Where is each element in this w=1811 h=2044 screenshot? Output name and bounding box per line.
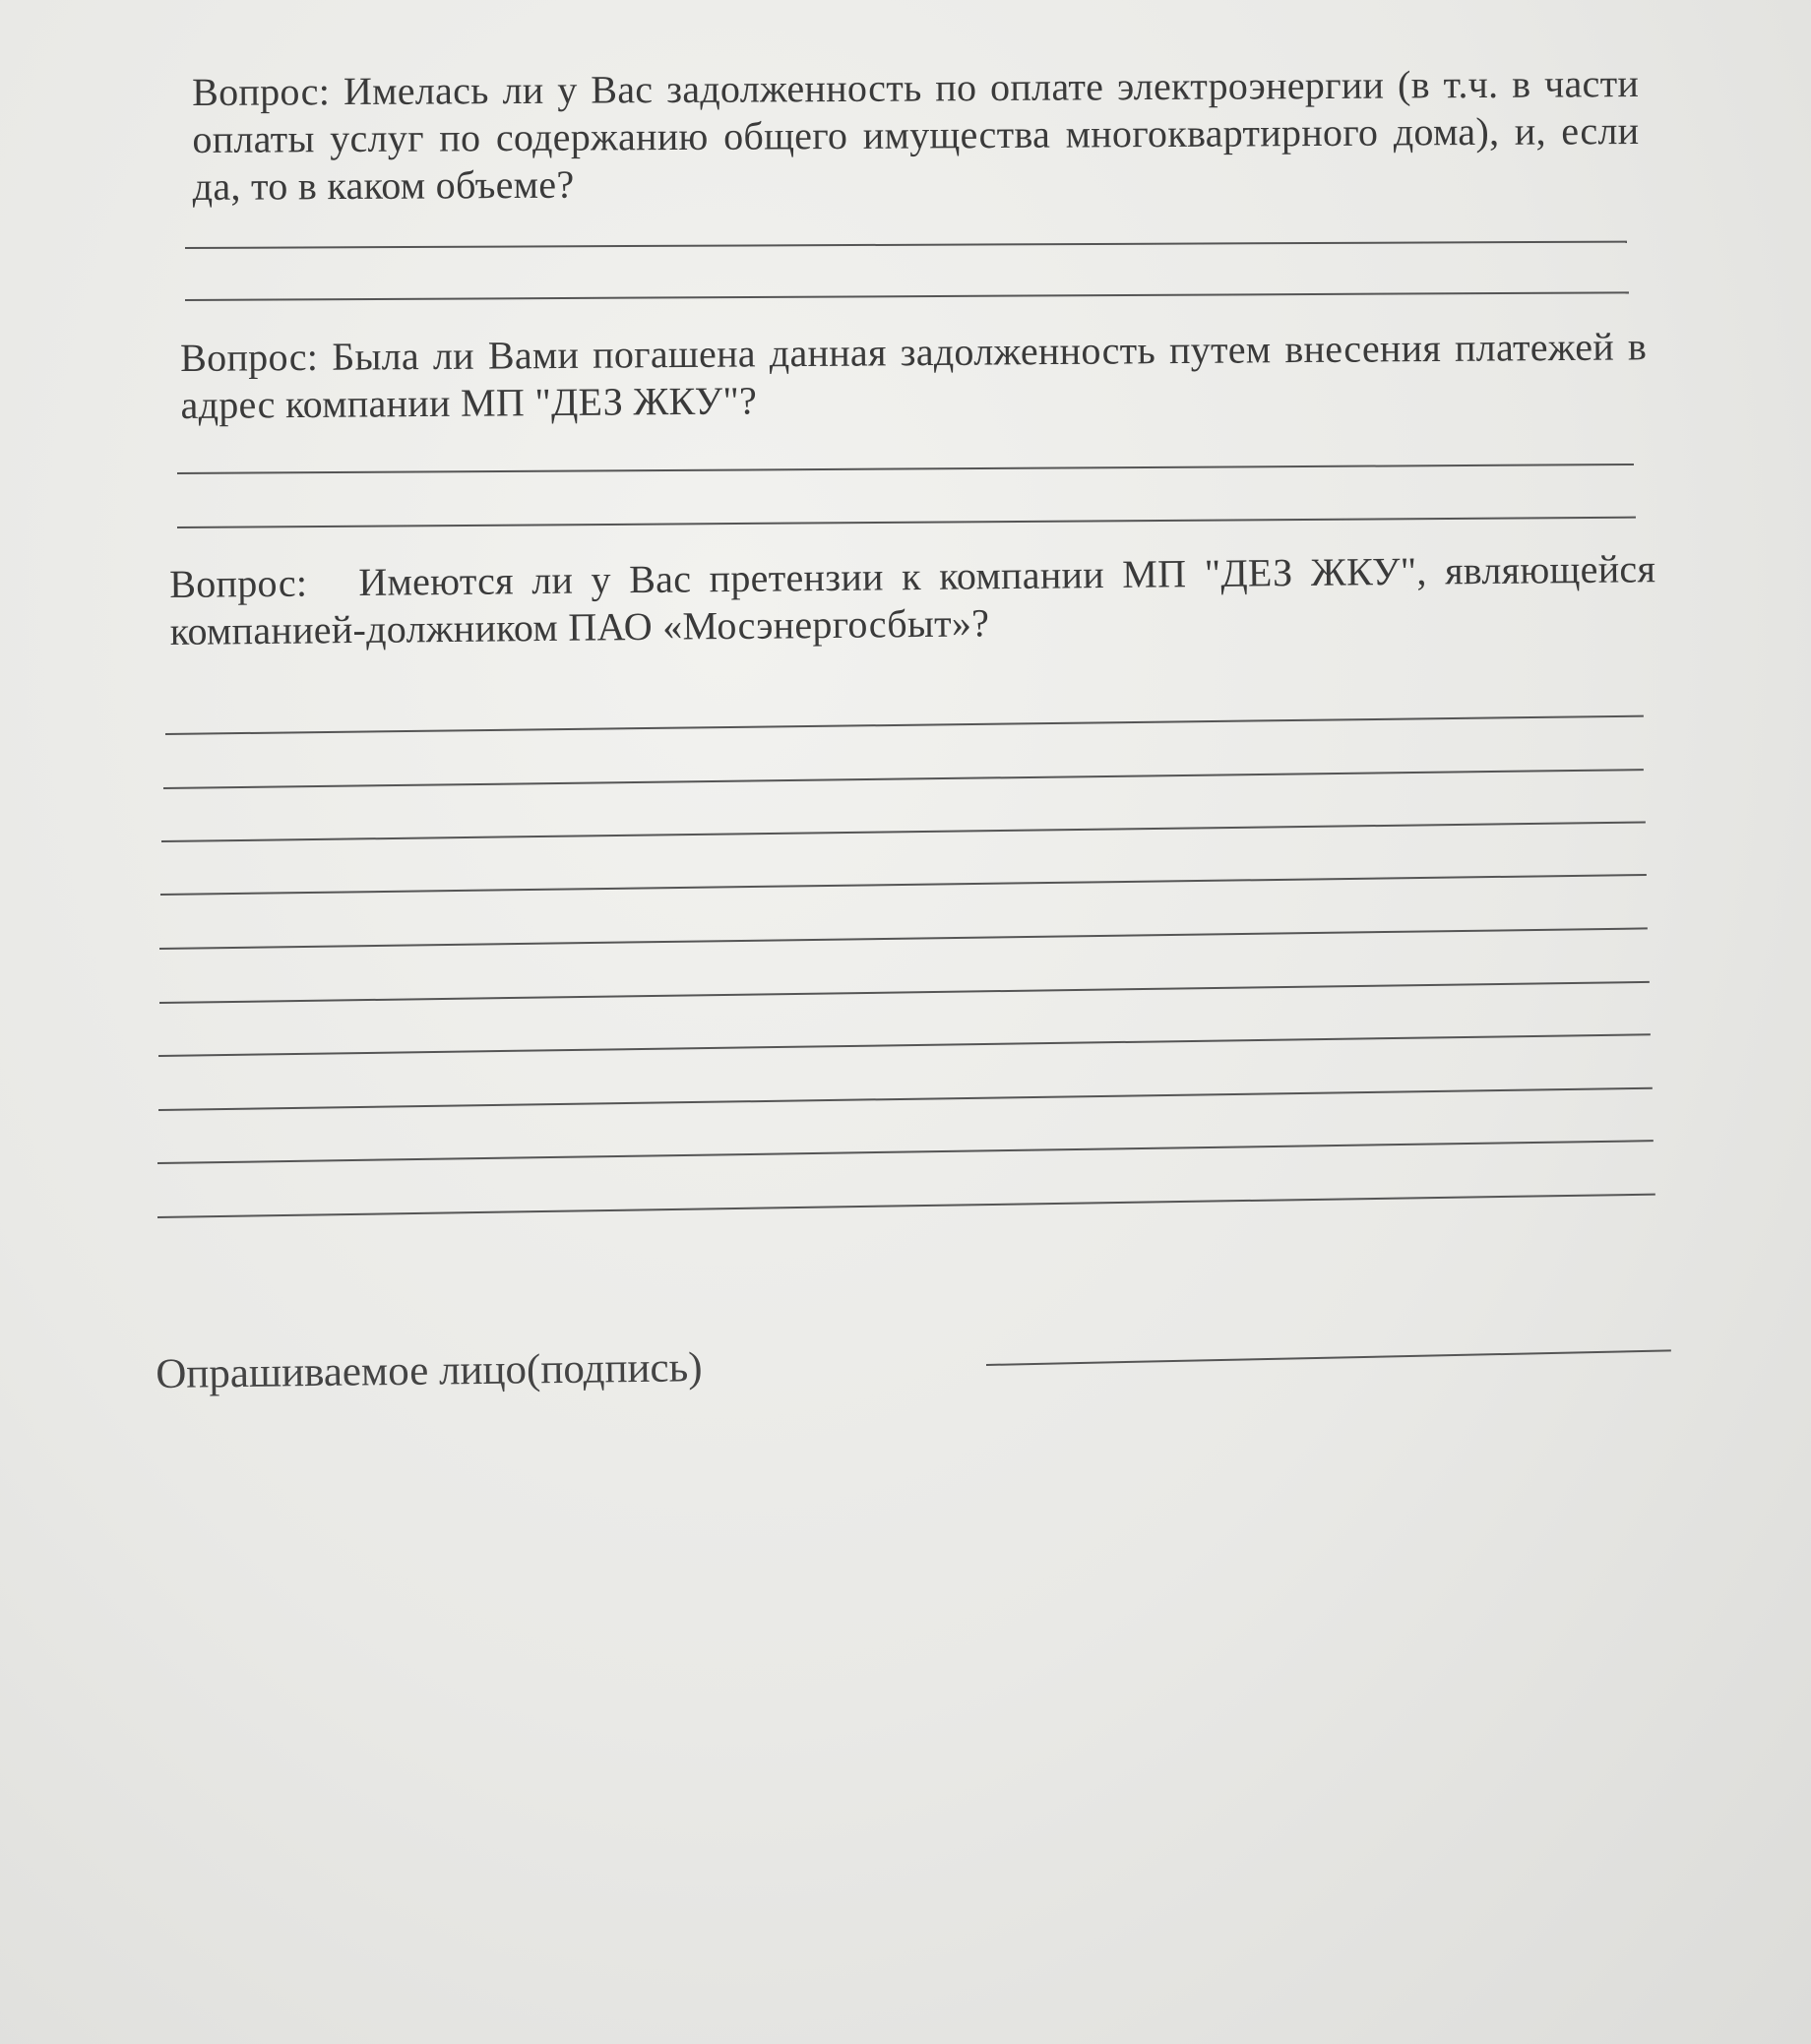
answer-line-q3-4 bbox=[160, 874, 1647, 896]
answer-line-q1-1 bbox=[185, 241, 1627, 249]
answer-line-q3-8 bbox=[158, 1087, 1653, 1111]
question-3-text: Имеются ли у Вас претензии к компании МП "ДЕЗ ЖКУ", являющейся компанией-должником ПАО «Мосэнергосбыт»? bbox=[169, 546, 1656, 653]
answer-line-q1-2 bbox=[185, 291, 1629, 301]
answer-line-q2-2 bbox=[177, 517, 1636, 528]
question-1-text: Имелась ли у Вас задолженность по оплате электроэнергии (в т.ч. в части оплаты услуг по содержанию общего имущества многоквартирного дома), и, если да, то в каком объеме? bbox=[192, 61, 1640, 209]
question-2-text: Была ли Вами погашена данная задолженность путем внесения платежей в адрес компании МП "ДЕЗ ЖКУ"? bbox=[180, 324, 1648, 427]
question-3-label: Вопрос: bbox=[169, 560, 308, 606]
answer-line-q3-2 bbox=[163, 769, 1644, 789]
signature-line bbox=[986, 1349, 1671, 1366]
answer-line-q3-3 bbox=[161, 822, 1646, 842]
question-2-label: Вопрос: bbox=[180, 334, 319, 380]
question-1 bbox=[192, 60, 1640, 211]
answer-line-q3-5 bbox=[159, 927, 1648, 950]
answer-line-q2-1 bbox=[177, 464, 1634, 474]
answer-line-q3-10 bbox=[157, 1194, 1655, 1218]
question-2 bbox=[180, 323, 1648, 429]
signature-label: Опрашиваемое лицо(подпись) bbox=[156, 1344, 703, 1397]
question-1-label: Вопрос: bbox=[192, 69, 331, 114]
answer-line-q3-1 bbox=[165, 715, 1644, 735]
answer-line-q3-7 bbox=[158, 1033, 1651, 1057]
answer-line-q3-6 bbox=[159, 981, 1650, 1004]
question-3 bbox=[169, 545, 1656, 655]
answer-line-q3-9 bbox=[157, 1140, 1654, 1164]
